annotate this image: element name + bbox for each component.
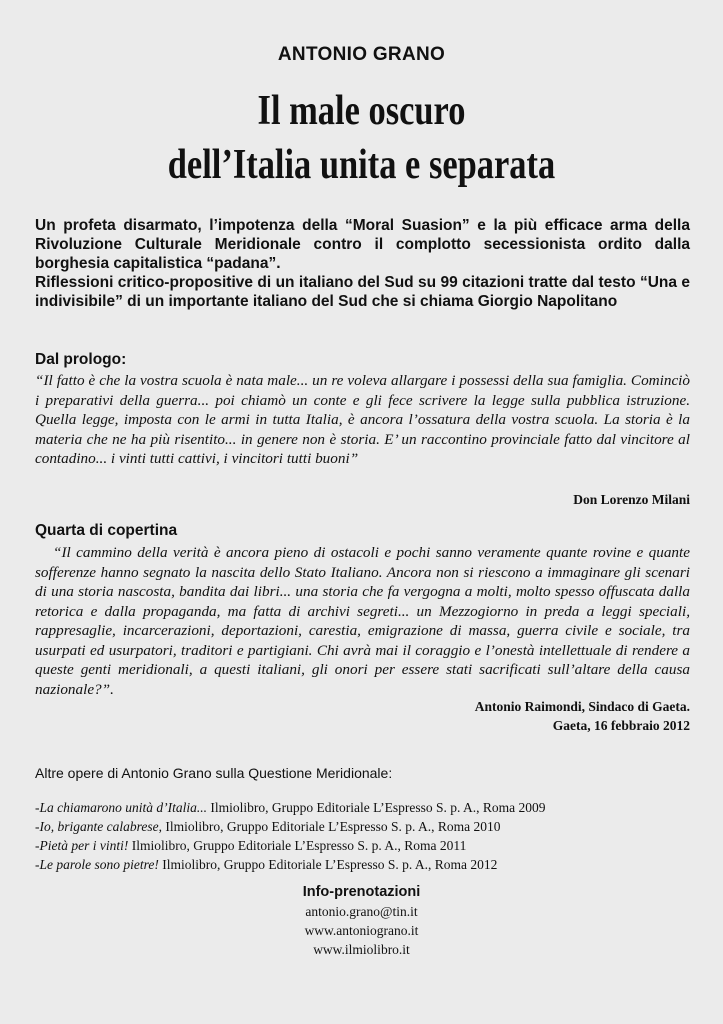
book-title: [65, 84, 658, 192]
work-details: Ilmiolibro, Gruppo Editoriale L’Espresso S. p. A., Roma 2009: [207, 800, 546, 815]
prologue-quote: “Il fatto è che la vostra scuola è nata male... un re voleva allargare i possessi della sua famiglia. Cominciò i preparativi della guerra... poi chiamò un conte e gli fece scrivere la legge sulla pubblica istruzione. Quella legge, imposta con le armi in tutta Italia, è ancora l’ossatura della vostra scuola. La storia è la materia che ne ha più risentito... in genere non è storia. E’ un raccontino provinciale fatto dal vincitore al contadino... i vinti tutti cattivi, i vincitori tutti buoni”: [35, 372, 690, 467]
other-works-heading: Altre opere di Antonio Grano sulla Questione Meridionale:: [35, 765, 393, 781]
signature-line-2: Gaeta, 16 febbraio 2012: [552, 718, 690, 733]
back-cover-quote: “Il cammino della verità è ancora pieno di ostacoli e pochi sanno veramente quante rovine e quante sofferenze hanno segnato la nascita dello Stato Italiano. Ancora non si riescono a immaginare gli scenari di una storia nascosta, bandita dai libri... una storia che fa vergogna a molti, molto spesso offuscata dalla retorica e dalla propaganda, ma fatta di archivi segreti... un Mezzogiorno in preda a leggi speciali, rappresaglie, incarcerazioni, deportazioni, carestia, emigrazione di massa, guerra civile e sociale, tra usurpati ed usurpatori, traditori e partigiani. Chi avrà mai il coraggio e l’onestà intellettuale di rendere a queste genti meridionali, a questi italiani, gli onori per essere stati sacrificati sull’altare della causa nazionale?”.: [35, 544, 690, 698]
info-heading: Info-prenotazioni: [302, 884, 421, 900]
intro-text: [35, 216, 690, 311]
work-title: -Le parole sono pietre!: [35, 857, 159, 872]
info-block: [0, 882, 723, 959]
list-item: [35, 855, 695, 874]
work-details: , Ilmiolibro, Gruppo Editoriale L’Espresso S. p. A., Roma 2010: [158, 819, 501, 834]
prologue-signature: Don Lorenzo Milani: [573, 492, 690, 507]
intro-paragraph-1: Un profeta disarmato, l’impotenza della “Moral Suasion” e la più efficace arma della Rivoluzione Culturale Meridionale contro il complotto secessionista ordito dalla borghesia capitalistica “padana”.: [35, 217, 690, 272]
back-cover-heading: Quarta di copertina: [35, 522, 178, 539]
work-title: -La chiamarono unità d’Italia...: [35, 800, 207, 815]
list-item: [35, 817, 695, 836]
work-title: -Io, brigante calabrese: [35, 819, 159, 834]
info-website-2: www.ilmiolibro.it: [313, 942, 410, 957]
title-line-2: dell’Italia unita e separata: [167, 142, 556, 188]
other-works-list: [35, 798, 695, 874]
signature-line-1: Antonio Raimondi, Sindaco di Gaeta.: [474, 699, 690, 714]
work-details: Ilmiolibro, Gruppo Editoriale L’Espresso S. p. A., Roma 2011: [128, 838, 467, 853]
info-website-1: www.antoniograno.it: [304, 923, 419, 938]
author-name: ANTONIO GRANO: [277, 44, 446, 65]
intro-paragraph-2: Riflessioni critico-propositive di un italiano del Sud su 99 citazioni tratte dal testo “Una e indivisibile” di un importante italiano del Sud che si chiama Giorgio Napolitano: [35, 274, 690, 310]
info-email: antonio.grano@tin.it: [305, 904, 418, 919]
work-details: Ilmiolibro, Gruppo Editoriale L’Espresso S. p. A., Roma 2012: [158, 857, 498, 872]
list-item: [35, 798, 695, 817]
prologue-heading: Dal prologo:: [35, 351, 127, 368]
list-item: [35, 836, 695, 855]
back-cover-signature: [475, 697, 690, 735]
work-title: -Pietà per i vinti!: [35, 838, 129, 853]
title-line-1: Il male oscuro: [257, 88, 466, 134]
